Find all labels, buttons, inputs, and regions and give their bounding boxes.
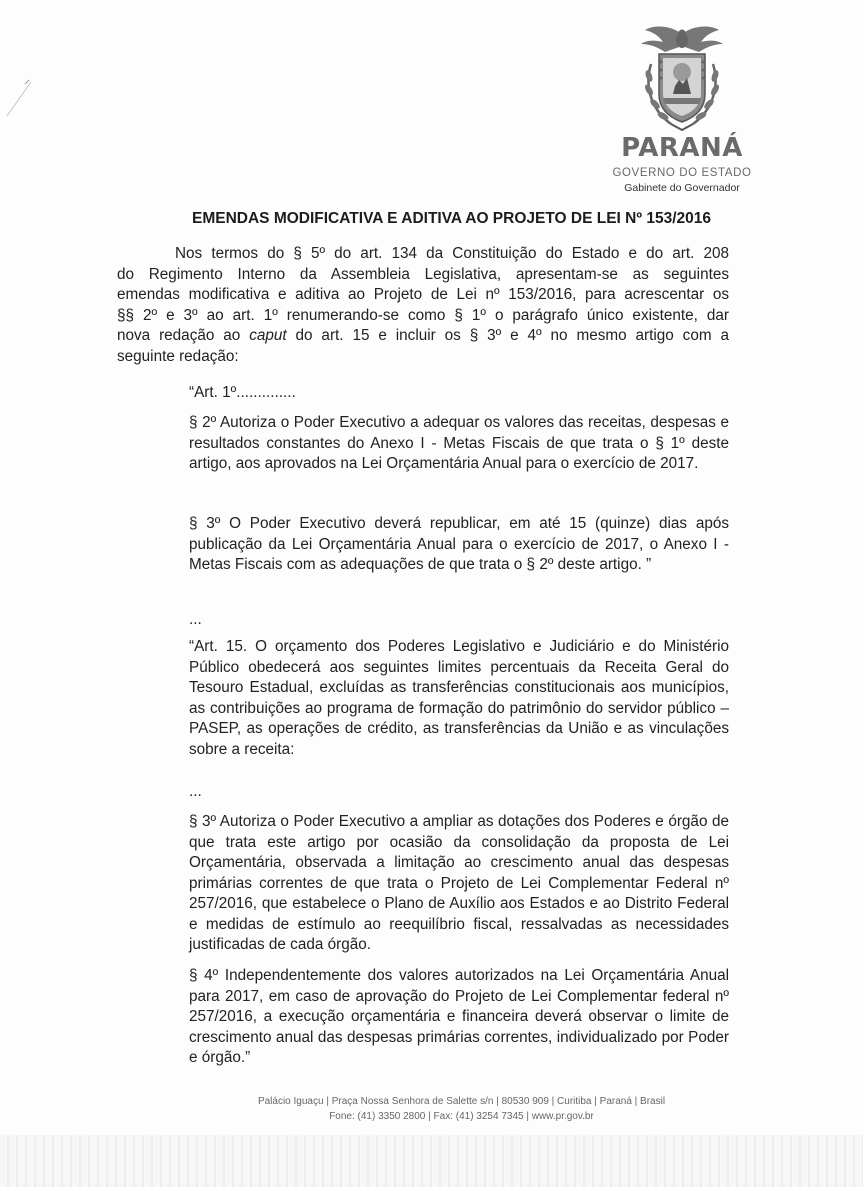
intro-line5-post: do art. 15 e incluir os § 3º e 4º no mesmo artigo com a (286, 327, 729, 344)
art1-heading: “Art. 1º.............. (189, 384, 296, 401)
brand-name: PARANÁ (621, 133, 743, 163)
brand-block (612, 24, 752, 195)
document-title: EMENDAS MODIFICATIVA E ADITIVA AO PROJETO DE LEI Nº 153/2016 (192, 210, 711, 227)
page-footer (0, 1094, 863, 1124)
brand-office: Gabinete do Governador (624, 182, 740, 194)
ellipsis: ... (189, 611, 202, 628)
intro-line5-pre: nova redação ao (117, 327, 250, 344)
brand-subtitle: GOVERNO DO ESTADO (612, 167, 752, 179)
art15-caput: “Art. 15. O orçamento dos Poderes Legislativo e Judiciário e do Ministério Público obedecerá aos seguintes limites percentuais da Receita Geral do Tesouro Estadual, excluídas as transferências constitucionais aos municípios, as contribuições ao programa de formação do patrimônio do servidor público – PASEP, as operações de crédito, as transferências da União e as vinculações sobre a receita: (189, 638, 729, 758)
intro-line: emendas modificativa e aditiva ao Projeto de Lei nº 153/2016, para acrescentar os (117, 286, 729, 303)
intro-paragraph (117, 244, 729, 367)
parana-coat-of-arms-icon (627, 24, 737, 136)
intro-line: §§ 2º e 3º ao art. 1º renumerando-se como § 1º o parágrafo único existente, dar (117, 306, 729, 324)
footer-contact: Fone: (41) 3350 2800 | Fax: (41) 3254 7345 | www.pr.gov.br (329, 1111, 594, 1122)
art1-paragraph-3: § 3º O Poder Executivo deverá republicar, em até 15 (quinze) dias após publicação da Lei Orçamentária Anual para o exercício de 2017, o Anexo I - Metas Fiscais com as adequações de que trata o § 2º deste artigo. ” (189, 515, 729, 573)
intro-line5-em: caput (249, 327, 287, 344)
intro-line (117, 326, 729, 347)
footer-address: Palácio Iguaçu | Praça Nossa Senhora de Salette s/n | 80530 909 | Curitiba | Paraná | Brasil (257, 1096, 666, 1107)
scan-artifact (5, 78, 35, 118)
ellipsis: ... (189, 783, 202, 800)
art15-paragraph-3: § 3º Autoriza o Poder Executivo a ampliar as dotações dos Poderes e órgão de que trata este artigo por ocasião da consolidação da proposta de Lei Orçamentária, observada a limitação ao crescimento anual das despesas primárias correntes de que trata o Projeto de Lei Complementar Federal nº 257/2016, que estabelece o Plano de Auxílio aos Estados e ao Distrito Federal e medidas de estímulo ao reequilíbrio fiscal, ressalvadas as necessidades justificadas de cada órgão. (189, 813, 729, 953)
intro-line: seguinte redação: (117, 347, 239, 365)
scan-edge-artifact (0, 1135, 863, 1187)
intro-line: Nos termos do § 5º do art. 134 da Constituição do Estado e do art. 208 (175, 245, 729, 262)
intro-line: do Regimento Interno da Assembleia Legislativa, apresentam-se as seguintes (117, 265, 729, 283)
art1-paragraph-2: § 2º Autoriza o Poder Executivo a adequar os valores das receitas, despesas e resultados constantes do Anexo I - Metas Fiscais de que trata o § 1º deste artigo, aos aprovados na Lei Orçamentária Anual para o exercício de 2017. (189, 414, 729, 472)
art15-paragraph-4: § 4º Independentemente dos valores autorizados na Lei Orçamentária Anual para 2017, em caso de aprovação do Projeto de Lei Complementar federal nº 257/2016, a execução orçamentária e financeira deverá observar o limite de crescimento anual das despesas primárias correntes, individualizado por Poder e órgão.” (189, 967, 729, 1066)
